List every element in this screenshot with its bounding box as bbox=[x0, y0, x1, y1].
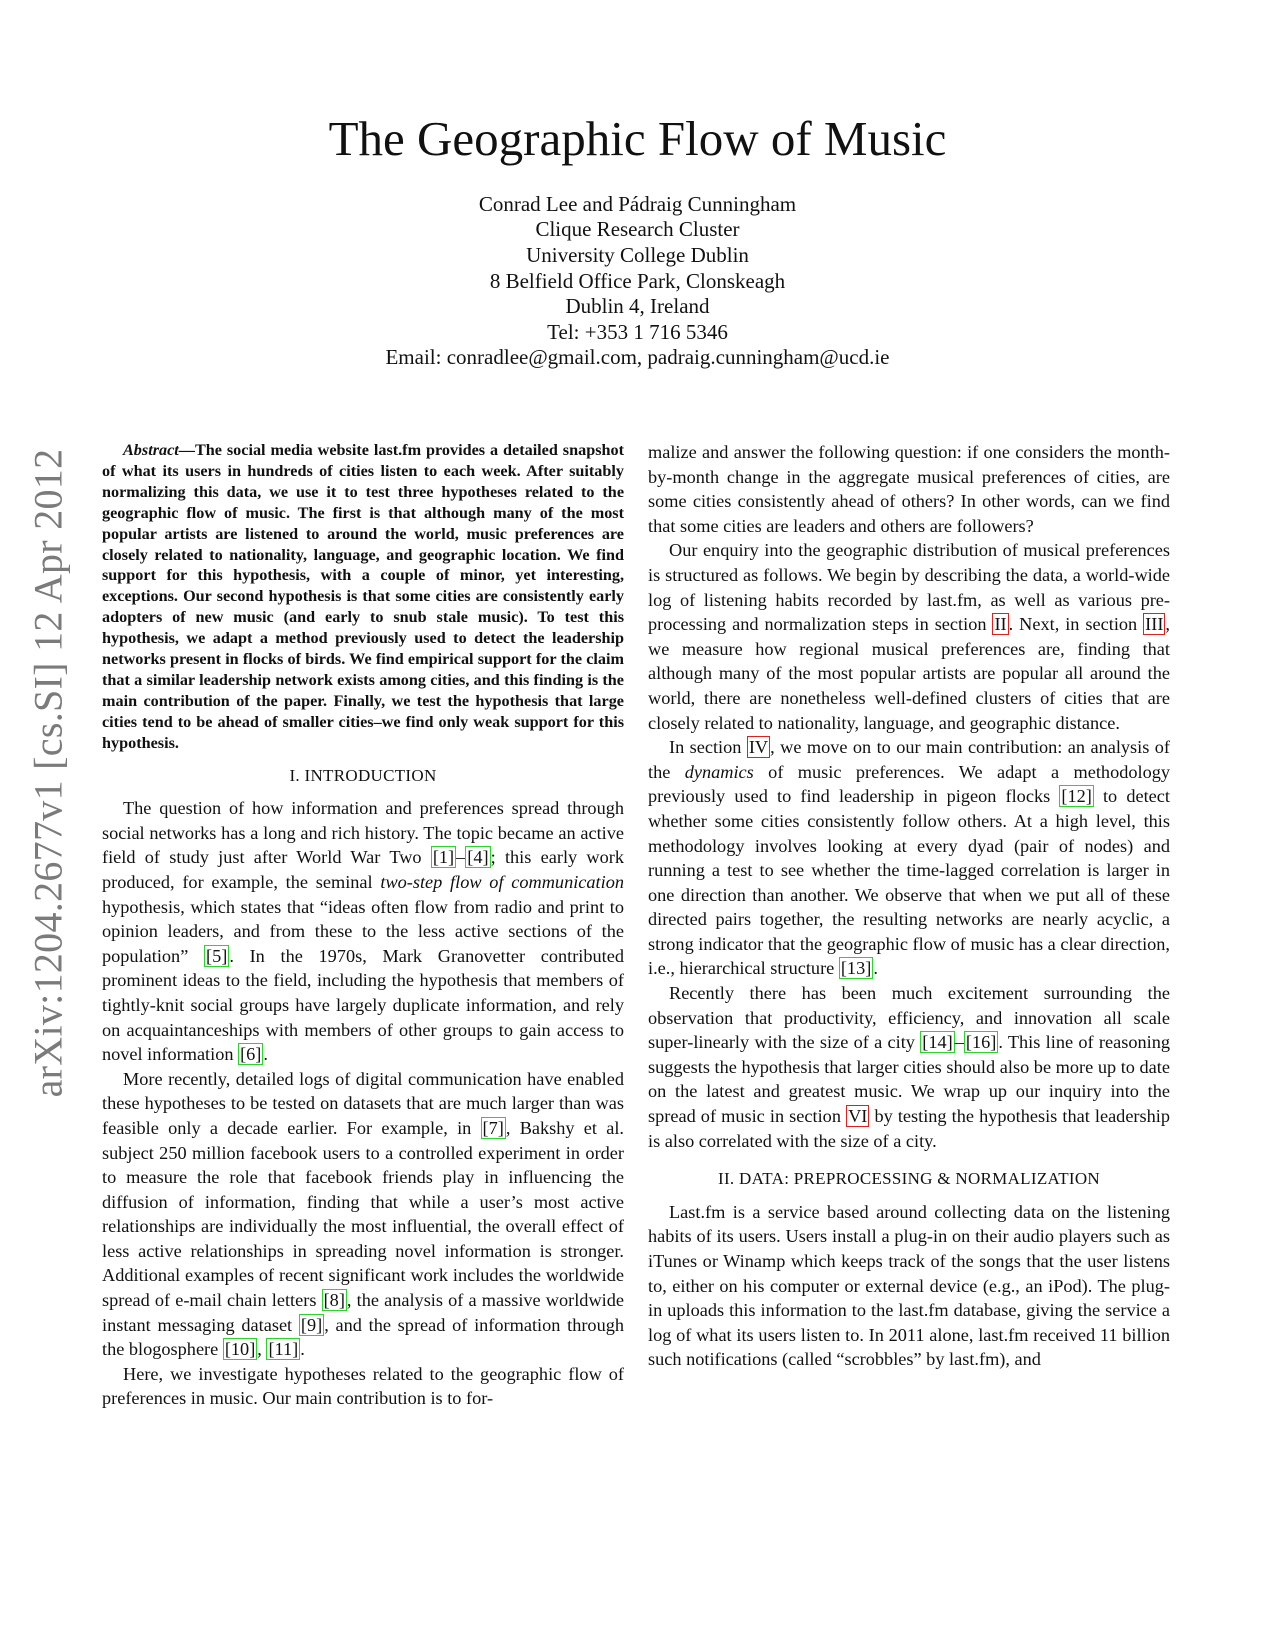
text-run: In section bbox=[669, 737, 747, 758]
paragraph bbox=[648, 538, 1170, 735]
address-line: Dublin 4, Ireland bbox=[565, 294, 710, 319]
text-run: – bbox=[954, 1032, 964, 1053]
abstract-keyword: Abstract bbox=[123, 441, 179, 459]
paragraph: malize and answer the following question: if one considers the month-by-month change in the aggregate musical preferences of cities, are some cities consistently ahead of others? In other words, can we find that some cities are leaders and others are followers? bbox=[648, 442, 1170, 536]
left-column bbox=[102, 440, 624, 1411]
right-column bbox=[648, 440, 1170, 1372]
paragraph bbox=[648, 735, 1170, 981]
section-heading-introduction: I. INTRODUCTION bbox=[289, 765, 437, 785]
section-link[interactable]: II bbox=[994, 614, 1007, 635]
email-line: Email: conradlee@gmail.com, padraig.cunningham@ucd.ie bbox=[385, 345, 890, 370]
paragraph bbox=[102, 1067, 624, 1362]
paper-title: The Geographic Flow of Music bbox=[328, 111, 947, 166]
text-run: . In the 1970s, Mark Granovetter contributed prominent ideas to the field, including the hypothesis that members of tightly-knit social groups have largely duplicate information, and rely on acquaintanceships with members of other groups to gain access to novel information bbox=[102, 945, 624, 1065]
text-run: . This line of reasoning suggests the hypothesis that larger cities should also be more up to date on the latest and greatest music. We wrap up our inquiry into the spread of music in section bbox=[648, 1032, 1170, 1127]
citation-link[interactable]: [14] bbox=[922, 1032, 953, 1053]
citation-link[interactable]: [11] bbox=[268, 1339, 299, 1360]
citation-link[interactable]: [10] bbox=[224, 1339, 256, 1360]
citation-link[interactable]: [13] bbox=[840, 958, 872, 979]
section-heading-data: II. DATA: PREPROCESSING & NORMALIZATION bbox=[718, 1169, 1100, 1189]
abstract bbox=[102, 440, 624, 754]
text-run: . bbox=[263, 1044, 268, 1065]
affiliation-line: Clique Research Cluster bbox=[535, 217, 740, 242]
text-run: , and the spread of information through the blogosphere bbox=[102, 1314, 624, 1360]
author-names: Conrad Lee and Pádraig Cunningham bbox=[478, 191, 797, 216]
paragraph: Last.fm is a service based around collecting data on the listening habits of its users. Users install a plug-in on their audio players such as iTunes or Winamp which keeps track of the songs that the user listens to, either on his computer or external device (e.g., an iPod). The plug-in uploads this information to the last.fm database, giving the service a log of what its users listen to. In 2011 alone, last.fm received 11 billion such notifications (called “scrobbles” by last.fm), and bbox=[648, 1201, 1170, 1370]
citation-link[interactable]: [4] bbox=[467, 847, 489, 868]
text-run: Our enquiry into the geographic distribution of musical preferences is structured as follows. We begin by describing the data, a world-wide log of listening habits recorded by last.fm, as well as various pre-processing and normalization steps in section bbox=[648, 540, 1170, 635]
affiliation-line: University College Dublin bbox=[526, 243, 749, 268]
emphasis-text: dynamics bbox=[684, 761, 754, 782]
text-run: , bbox=[257, 1339, 267, 1360]
text-run: , we move on to our main contribution: an analysis of the bbox=[648, 737, 1171, 782]
arxiv-stamp-text: arXiv:1204.2677v1 [cs.SI] 12 Apr 2012 bbox=[25, 448, 70, 1097]
text-run: Recently there has been much excitement surrounding the observation that productivity, efficiency, and innovation all scale super-linearly with the size of a city bbox=[648, 983, 1170, 1053]
citation-link[interactable]: [12] bbox=[1061, 786, 1092, 807]
text-run: by testing the hypothesis that leadership is also correlated with the size of a city. bbox=[648, 1106, 1170, 1151]
abstract-text: —The social media website last.fm provides a detailed snapshot of what its users in hundreds of cities listen to each week. After suitably normalizing this data, we use it to test three hypotheses related to the geographic flow of music. The first is that although many of the most popular artists are listened to around the world, music preferences are closely related to nationality, language, and geographic location. We find support for this hypothesis, with a couple of minor, yet interesting, exceptions. Our second hypothesis is that some cities are consistently early adopters of new music (and early to snub stale music). To test this hypothesis, we adapt a method previously used to detect the leadership networks present in flocks of birds. We find empirical support for the claim that a similar leadership network exists among cities, and this finding is the main contribution of the paper. Finally, we test the hypothesis that large cities tend to be ahead of smaller cities–we find only weak support for this hypothesis. bbox=[102, 441, 624, 752]
text-run: to detect whether some cities consistently follow others. At a high level, this methodology involves looking at every dyad (pair of nodes) and running a test to see whether the time-lagged correlation is larger in one direction than another. We observe that when we put all of these directed pairs together, the resulting networks are nearly acyclic, a strong indicator that the geographic flow of music has a clear direction, i.e., hierarchical structure bbox=[648, 786, 1170, 979]
text-run: More recently, detailed logs of digital communication have enabled these hypotheses to be tested on datasets that are much larger than was feasible only a decade earlier. For example, in bbox=[102, 1068, 624, 1138]
citation-link[interactable]: [5] bbox=[206, 945, 228, 966]
citation-link[interactable]: [8] bbox=[323, 1290, 345, 1311]
section-link[interactable]: IV bbox=[748, 737, 769, 758]
text-run: . bbox=[300, 1339, 305, 1360]
text-run: , the analysis of a massive worldwide instant messaging dataset bbox=[102, 1290, 624, 1335]
telephone-line: Tel: +353 1 716 5346 bbox=[547, 319, 728, 344]
text-run: – bbox=[456, 847, 466, 868]
citation-link[interactable]: [9] bbox=[300, 1314, 323, 1335]
text-run: . bbox=[873, 958, 878, 979]
section-link[interactable]: III bbox=[1145, 614, 1164, 635]
text-run: , we measure how regional musical preferences are, finding that although many of the most popular artists are popular all around the world, there are nonetheless well-defined clusters of cities that are closely related to nationality, language, and geographic distance. bbox=[648, 614, 1170, 733]
arxiv-stamp bbox=[20, 445, 75, 1100]
text-run: . Next, in section bbox=[1008, 614, 1144, 635]
citation-link[interactable]: [7] bbox=[482, 1117, 504, 1138]
citation-link[interactable]: [16] bbox=[965, 1032, 997, 1053]
paper-header bbox=[0, 112, 1275, 371]
section-link[interactable]: VI bbox=[848, 1106, 868, 1127]
citation-link[interactable]: [1] bbox=[432, 847, 455, 868]
author-block bbox=[0, 192, 1275, 371]
text-run: The question of how information and preferences spread through social networks has a long and rich history. The topic became an active field of study just after World War Two bbox=[102, 798, 624, 868]
text-run: ; this early work produced, for example, the seminal bbox=[102, 847, 624, 892]
text-run: hypothesis, which states that “ideas often flow from radio and print to opinion leaders, and from these to the less active sections of the population” bbox=[102, 896, 624, 966]
paragraph bbox=[648, 981, 1170, 1153]
text-run: of music preferences. We adapt a methodology previously used to find leadership in pigeon flocks bbox=[648, 761, 1170, 807]
paragraph bbox=[102, 796, 624, 1067]
paragraph: Here, we investigate hypotheses related to the geographic flow of preferences in music. Our main contribution is to for- bbox=[102, 1363, 624, 1409]
address-line: 8 Belfield Office Park, Clonskeagh bbox=[489, 268, 786, 293]
text-run: , Bakshy et al. subject 250 million facebook users to a controlled experiment in order to measure the role that facebook friends play in influencing the diffusion of information, finding that while a user’s most active relationships are individually the most influential, the overall effect of less active relationships in spreading novel information is stronger. Additional examples of recent significant work includes the worldwide spread of e-mail chain letters bbox=[102, 1117, 624, 1311]
emphasis-text: two-step flow of communication bbox=[380, 871, 624, 892]
citation-link[interactable]: [6] bbox=[240, 1044, 262, 1065]
